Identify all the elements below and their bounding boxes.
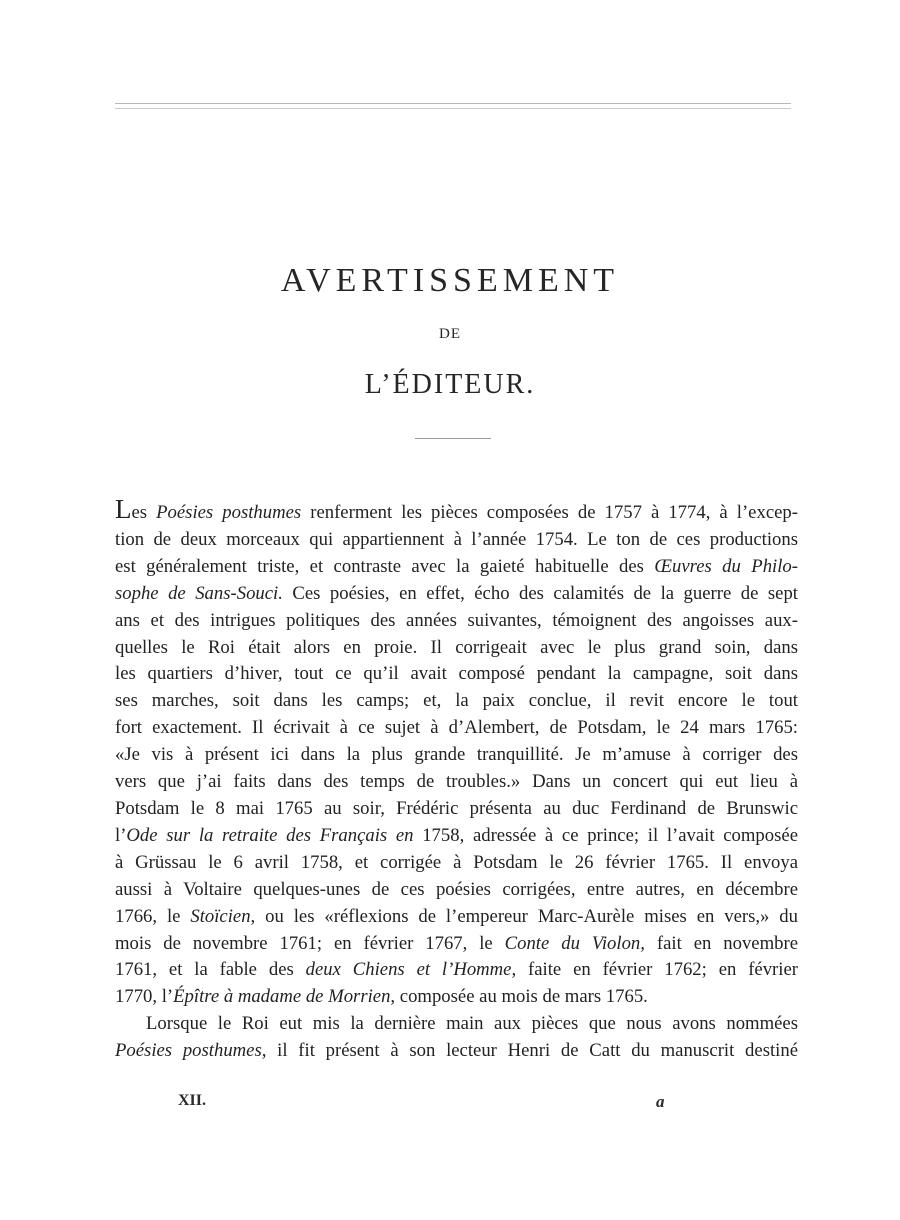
- text-line-3: [115, 554, 798, 581]
- text-run: renferment les pièces composées de 1757 à 1774, à l’excep-: [301, 502, 798, 523]
- text-run: ou les «réflexions de l’empereur Marc-Aurèle mises en vers,» du: [255, 905, 798, 927]
- body-text: [115, 496, 798, 1065]
- italic-title: Poésies posthumes: [156, 502, 302, 523]
- text-line-20: Lorsque le Roi eut mis la dernière main aux pièces que nous avons nommées: [146, 1013, 798, 1035]
- page-title: AVERTISSEMENT: [280, 262, 620, 299]
- volume-number: XII.: [178, 1092, 207, 1109]
- text-line-8: ses marches, soit dans les camps; et, la paix conclue, il revit encore le tout: [115, 690, 798, 712]
- text-line-12: Potsdam le 8 mai 1765 au soir, Frédéric présenta au duc Ferdinand de Brunswic: [115, 797, 798, 819]
- text-line-14: à Grüssau le 6 avril 1758, et corrigée à Potsdam le 26 février 1765. Il envoya: [115, 851, 798, 873]
- text-line-15: aussi à Voltaire quelques-unes de ces poésies corrigées, entre autres, en décembre: [115, 878, 798, 900]
- italic-title: sophe de Sans-Souci.: [115, 582, 283, 604]
- text-run: 1766, le: [115, 905, 191, 927]
- text-line-13: [115, 823, 798, 850]
- text-line-19: [115, 984, 798, 1011]
- text-line-10: «Je vis à présent ici dans la plus grande tranquillité. Je m’amuse à corriger des: [115, 744, 798, 766]
- header-rule: [115, 103, 791, 109]
- text-run: 1761, et la fable des: [115, 959, 306, 981]
- italic-title: Ode sur la retraite des Français en: [126, 824, 414, 846]
- page-subtitle: L’ÉDITEUR.: [364, 369, 536, 400]
- text-run: fait en novembre: [644, 932, 798, 954]
- italic-title: deux Chiens et l’Homme,: [305, 959, 517, 981]
- text-line-6: quelles le Roi était alors en proie. Il corrigeait avec le plus grand soin, dans: [115, 636, 798, 658]
- text-run: mois de novembre 1761; en février 1767, le: [115, 932, 505, 954]
- text-run: composée au mois de mars 1765.: [395, 986, 648, 1008]
- drop-cap: L: [115, 494, 132, 524]
- text-line-21: [115, 1038, 798, 1065]
- italic-title: Œuvres du Philo-: [654, 555, 798, 577]
- text-run: 1770, l’: [115, 986, 174, 1008]
- text-line-5: ans et des intrigues politiques des années suivantes, témoignent des angoisses aux-: [115, 609, 798, 631]
- text-line-11: vers que j’ai faits dans des temps de troubles.» Dans un concert qui eut lieu à: [115, 771, 798, 793]
- text-run: l’: [115, 824, 127, 846]
- text-run: 1758, adressée à ce prince; il l’avait composée: [413, 824, 798, 846]
- text-run: es: [131, 502, 157, 523]
- text-line-17: [115, 931, 798, 958]
- text-line-2: tion de deux morceaux qui appartiennent à l’année 1754. Le ton de ces productions: [115, 528, 798, 550]
- italic-title: Conte du Violon,: [504, 932, 645, 954]
- text-line-4: [115, 581, 798, 608]
- signature-mark: a: [656, 1092, 665, 1111]
- text-line-18: [115, 957, 798, 984]
- italic-title: Stoïcien,: [190, 905, 256, 927]
- text-run: est généralement triste, et contraste avec la gaieté habituelle des: [115, 555, 655, 577]
- italic-title: Épître à madame de Morrien,: [173, 986, 396, 1008]
- text-line-9: fort exactement. Il écrivait à ce sujet à d’Alembert, de Potsdam, le 24 mars 1765:: [115, 717, 798, 739]
- text-line-7: les quartiers d’hiver, tout ce qu’il avait composé pendant la campagne, soit dans: [115, 663, 798, 685]
- text-line-16: [115, 904, 798, 931]
- text-run: Ces poésies, en effet, écho des calamités de la guerre de sept: [282, 582, 798, 604]
- title-connector: DE: [439, 326, 461, 342]
- italic-title: Poésies posthumes,: [115, 1040, 267, 1062]
- text-line-1: [115, 496, 798, 527]
- text-run: il fit présent à son lecteur Henri de Catt du manuscrit destiné: [266, 1040, 798, 1062]
- title-divider: [415, 438, 491, 439]
- text-run: faite en février 1762; en février: [516, 959, 798, 981]
